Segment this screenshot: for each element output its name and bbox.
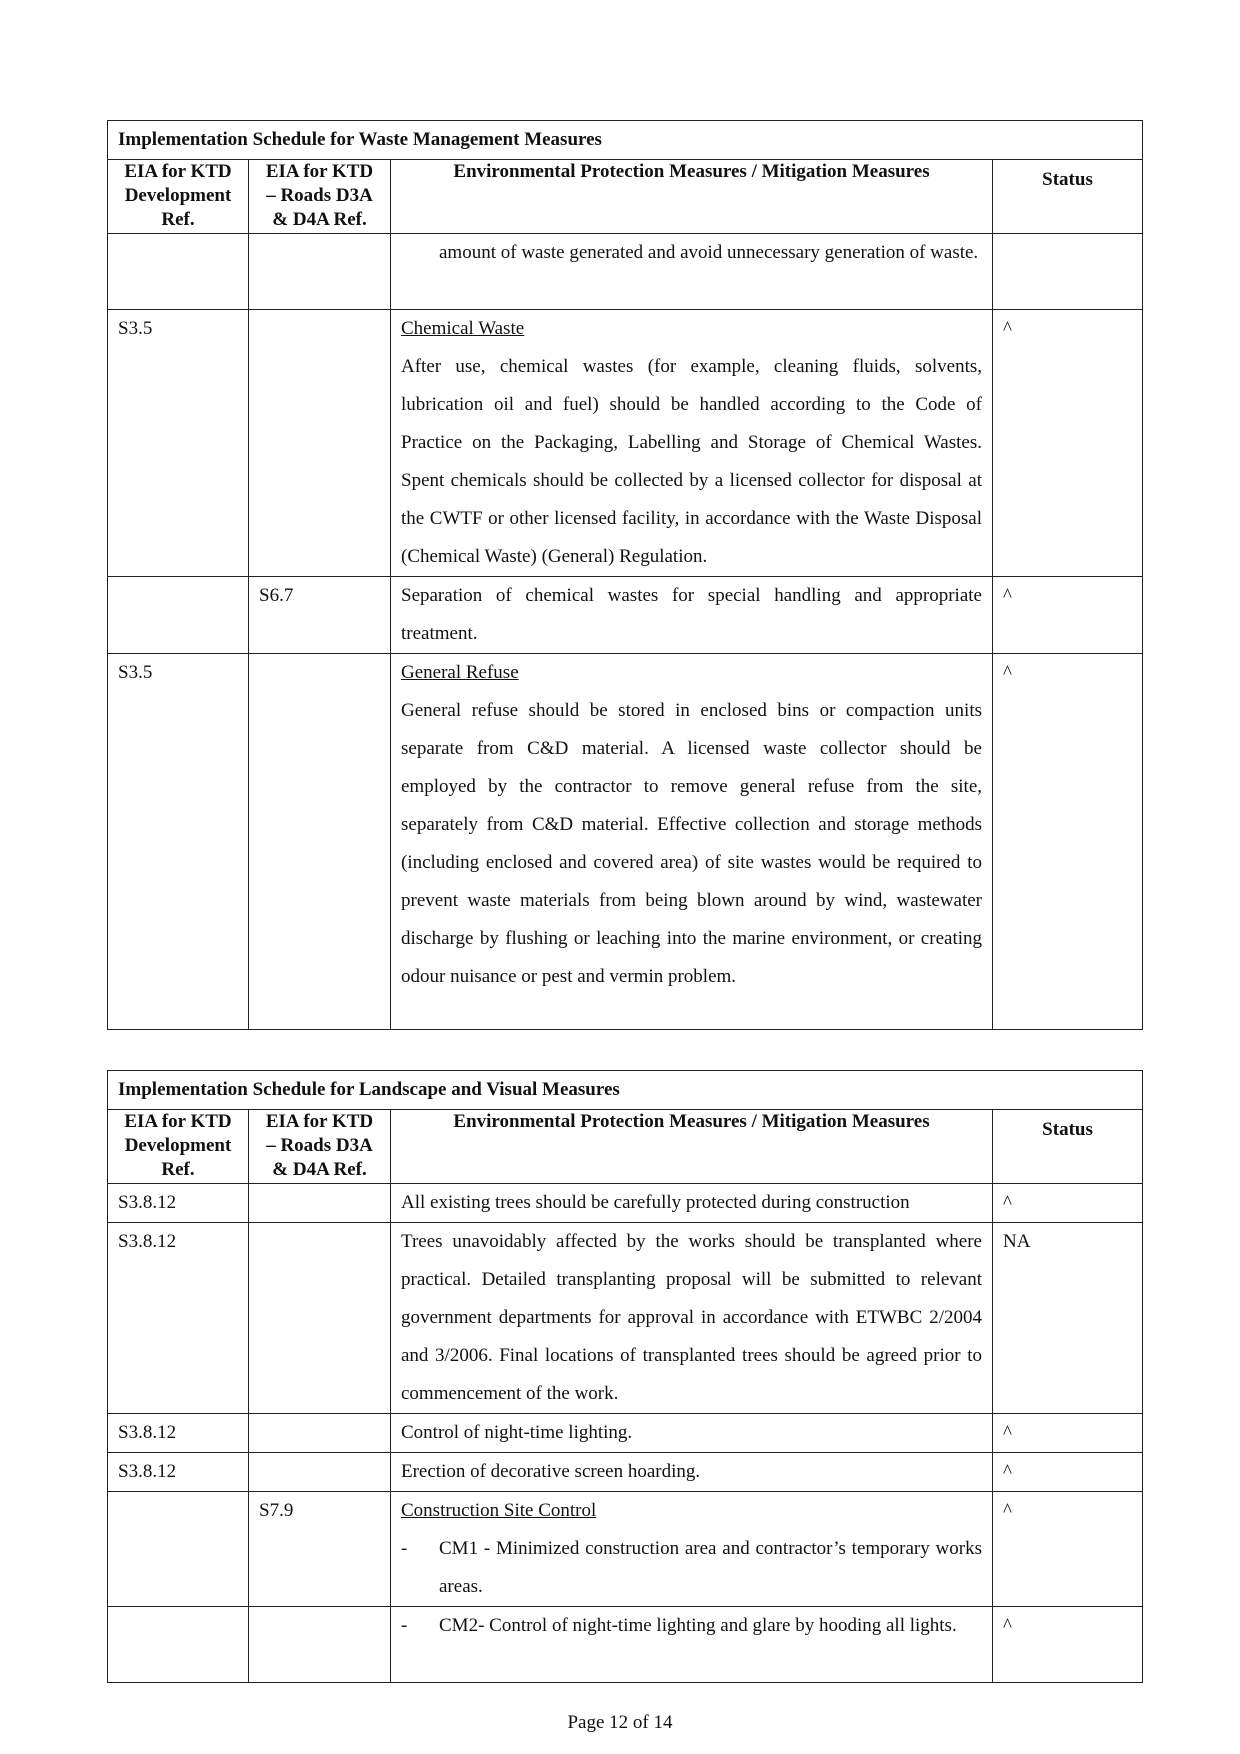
ref-roads [249,1607,391,1683]
ref-development [108,1492,249,1607]
ref-roads [249,1223,391,1414]
ref-development: S3.8.12 [108,1414,249,1453]
page-number: Page 12 of 14 [567,1712,673,1733]
table-row [108,577,1143,654]
column-header-roads-ref: EIA for KTD – Roads D3A & D4A Ref. [249,1110,391,1184]
measure-text: After use, chemical wastes (for example, cleaning fluids, solvents, lubrication oil and fuel) should be handled according to the Code of Practice on the Packaging, Labelling and Storage of Chemical Wastes. Spent chemicals should be collected by a licensed collector for disposal at the CWTF or other licensed facility, in accordance with the Waste Disposal (Chemical Waste) (General) Regulation. [401,356,982,567]
table-row [108,1453,1143,1492]
measure-text: Control of night-time lighting. [391,1414,993,1453]
landscape-visual-table [107,1070,1143,1683]
ref-development [108,577,249,654]
ref-development: S3.5 [108,310,249,577]
status-value: ^ [993,654,1143,1030]
ref-roads [249,234,391,310]
ref-roads [249,1453,391,1492]
bullet-item [401,1607,982,1645]
measure-text: Separation of chemical wastes for special handling and appropriate treatment. [391,577,993,654]
column-header-status: Status [993,160,1143,234]
table-title: Implementation Schedule for Landscape and Visual Measures [108,1071,1143,1110]
measure-text: Erection of decorative screen hoarding. [391,1453,993,1492]
column-header-status: Status [993,1110,1143,1184]
table-row [108,654,1143,1030]
column-header-ktd-development-ref: EIA for KTD Development Ref. [108,1110,249,1184]
ref-development: S3.5 [108,654,249,1030]
ref-development: S3.8.12 [108,1184,249,1223]
table-row [108,1184,1143,1223]
measure-text: CM2- Control of night-time lighting and glare by hooding all lights. [439,1615,957,1636]
bullet-dash: - [401,1615,408,1636]
table-row [108,234,1143,310]
ref-development [108,234,249,310]
measure-text: Trees unavoidably affected by the works should be transplanted where practical. Detailed transplanting proposal will be submitted to relevant government departments for approval in accordance with ETWBC 2/2004 and 3/2006. Final locations of transplanted trees should be agreed prior to commencement of the work. [391,1223,993,1414]
measure-text: amount of waste generated and avoid unnecessary generation of waste. [439,242,979,263]
measure-heading: Construction Site Control [401,1500,597,1521]
status-value: NA [993,1223,1143,1414]
column-header-roads-ref: EIA for KTD – Roads D3A & D4A Ref. [249,160,391,234]
ref-roads [249,1184,391,1223]
measure-heading: General Refuse [401,662,519,683]
bullet-dash: - [401,1538,408,1559]
status-value: ^ [993,577,1143,654]
table-row [108,1223,1143,1414]
ref-roads: S6.7 [249,577,391,654]
table-row [108,1607,1143,1683]
ref-roads [249,654,391,1030]
table-row [108,310,1143,577]
waste-management-table [107,120,1143,1030]
status-value [993,234,1143,310]
table-row [108,1492,1143,1607]
ref-roads [249,1414,391,1453]
measure-heading: Chemical Waste [401,318,525,339]
ref-development: S3.8.12 [108,1453,249,1492]
ref-roads: S7.9 [249,1492,391,1607]
column-header-measures: Environmental Protection Measures / Mitigation Measures [391,1110,993,1184]
ref-development [108,1607,249,1683]
measure-text: CM1 - Minimized construction area and contractor’s temporary works areas. [439,1538,982,1597]
measure-text: General refuse should be stored in enclosed bins or compaction units separate from C&D material. A licensed waste collector should be employed by the contractor to remove general refuse from the site, separately from C&D material. Effective collection and storage methods (including enclosed and covered area) of site wastes would be required to prevent waste materials from being blown around by wind, wastewater discharge by flushing or leaching into the marine environment, or creating odour nuisance or pest and vermin problem. [401,700,982,987]
ref-roads [249,310,391,577]
table-row [108,1414,1143,1453]
status-value: ^ [993,1492,1143,1607]
column-header-measures: Environmental Protection Measures / Mitigation Measures [391,160,993,234]
table-title: Implementation Schedule for Waste Management Measures [108,121,1143,160]
column-header-ktd-development-ref: EIA for KTD Development Ref. [108,160,249,234]
status-value: ^ [993,1184,1143,1223]
ref-development: S3.8.12 [108,1223,249,1414]
bullet-item [401,1530,982,1606]
status-value: ^ [993,1453,1143,1492]
status-value: ^ [993,310,1143,577]
measure-text: All existing trees should be carefully protected during construction [391,1184,993,1223]
status-value: ^ [993,1414,1143,1453]
status-value: ^ [993,1607,1143,1683]
